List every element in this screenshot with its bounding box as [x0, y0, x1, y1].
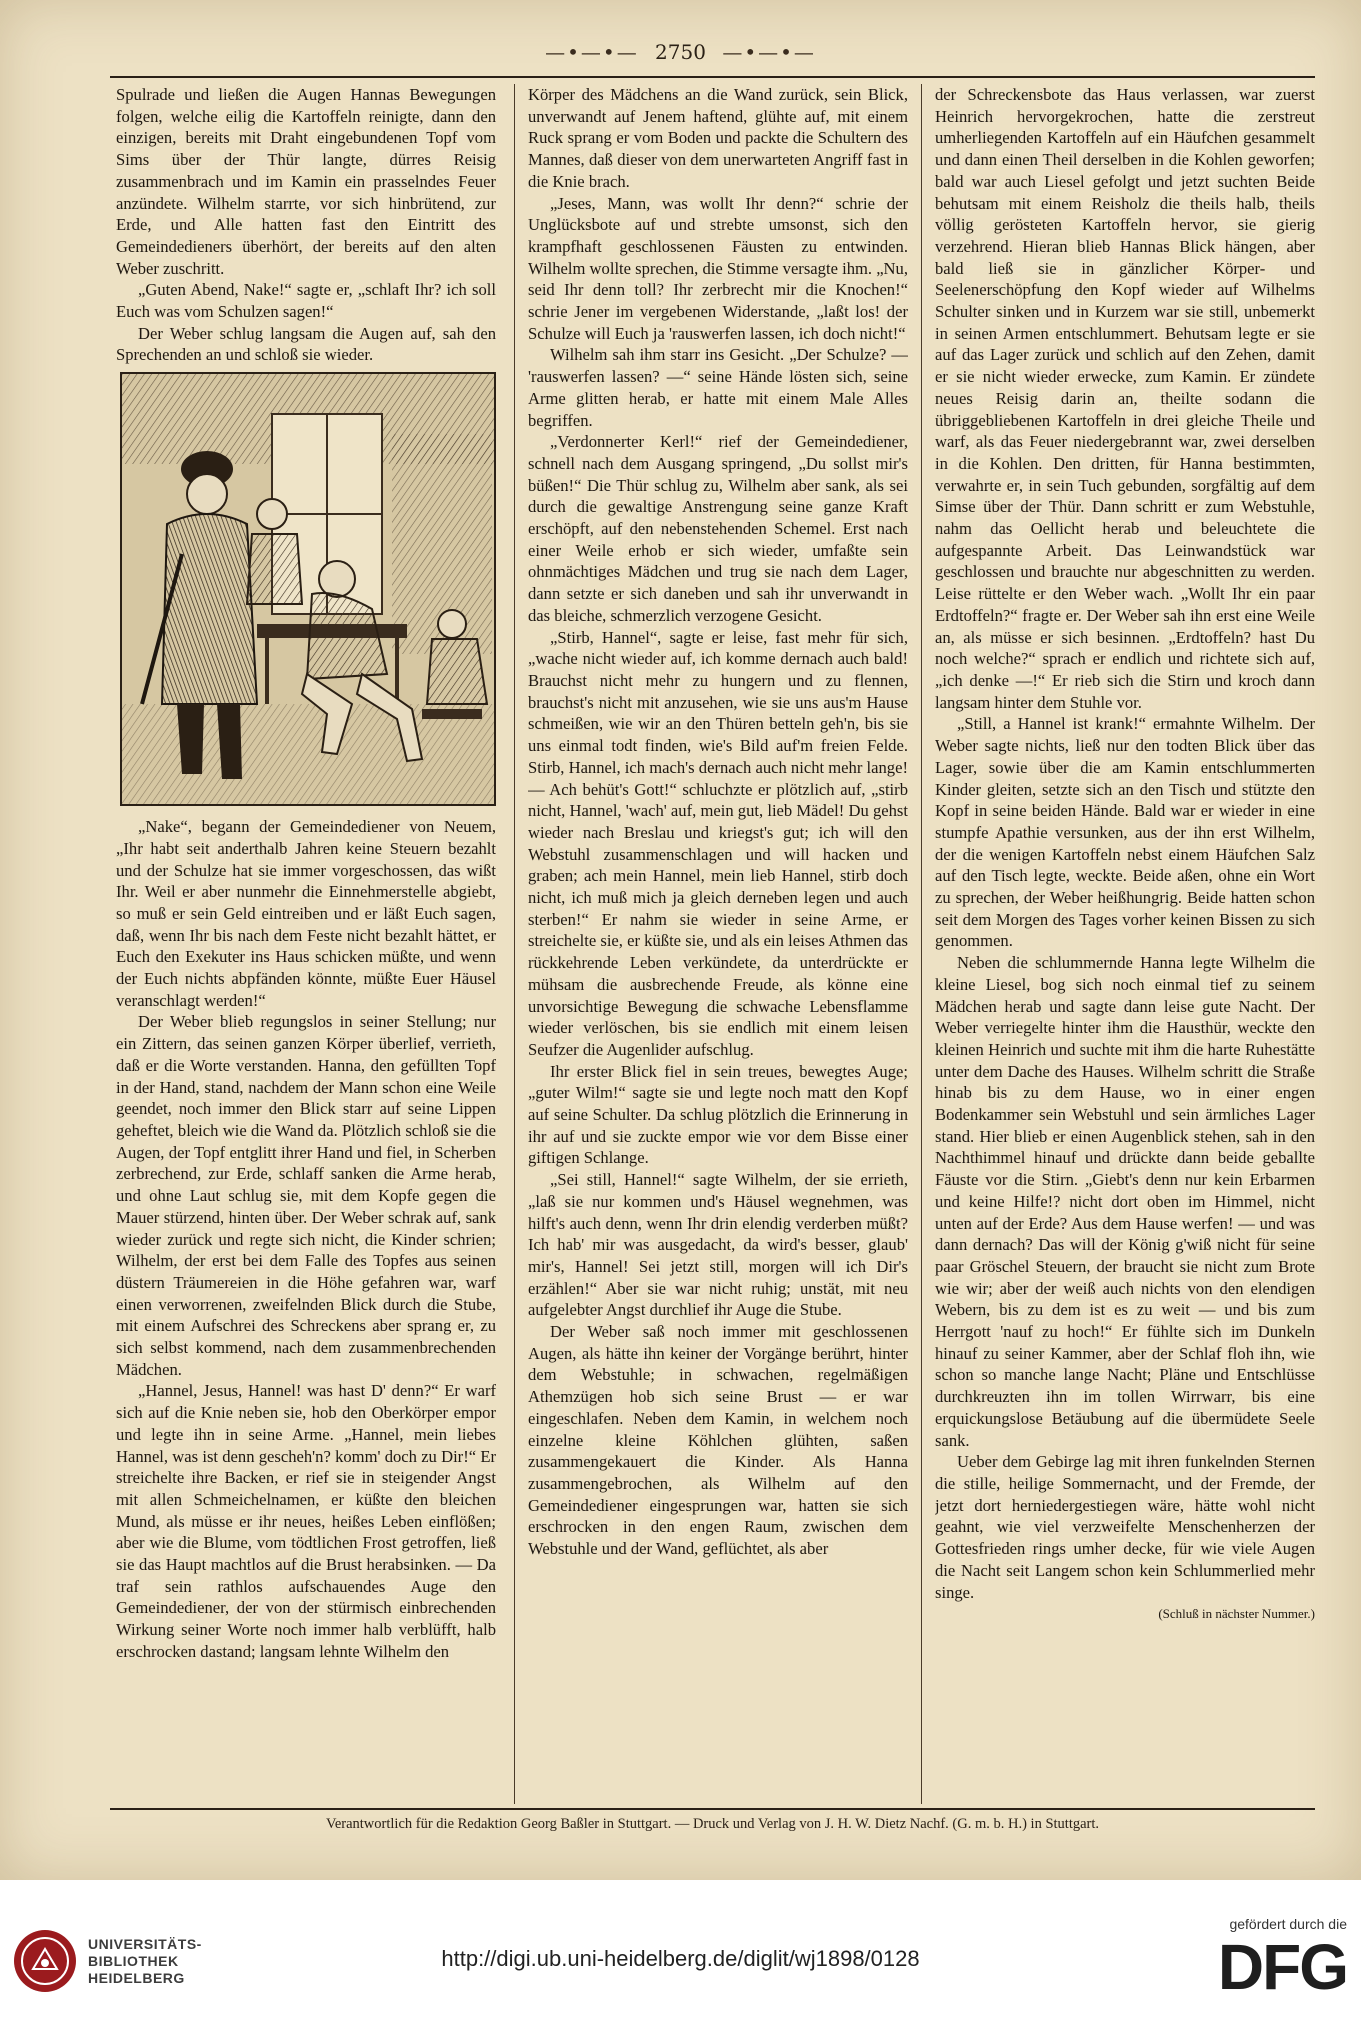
paragraph: „Jeses, Mann, was wollt Ihr denn?“ schrie der Unglücksbote auf und strebte umsonst, sich den krampfhaft geschlossenen Fäusten zu entwinden. Wilhelm wollte sprechen, die Stimme versagte ihm. „Nu, seid Ihr denn toll? Ihr zerbrecht mir die Knochen!“ schrie Jener im vergebenen Widerstande, „laßt los! der Schulze will Euch ja 'rauswerfen lassen, ich doch nicht!“: [528, 193, 908, 343]
paragraph: „Stirb, Hannel“, sagte er leise, fast mehr für sich, „wache nicht wieder auf, ich komme dernach auch bald! Brauchst nicht mehr zu hungern und zu flennen, brauchst's nicht mit anzusehen, wie sie uns aus'm Hause schmeißen, wie wir an den Thüren betteln geh'n, bis sie uns einmal todt finden, wie's Bild auf'm freien Felde. Stirb, Hannel, ich mach's dernach auch nicht mehr lange! — Ach behüt's Gott!“ schluchzte er plötzlich auf, „stirb nicht, Hannel, 'wach' auf, mein gut, lieb Mädel! Du gehst wieder nach Breslau und kriegst's gut; ich will den Webstuhl zusammenschlagen und will hacken und graben; ach mein Hannel, mein lieb Hannel, stirb doch nicht, ich muß mich ja gleich derneben legen und auch sterben!“ Er nahm sie wieder in seine Arme, er streichelte sie, er küßte sie, und als ein leises Athmen das rückkehrende Leben verkündete, da unterdrückte er mühsam die ausbrechende Freude, als könne eine unvorsichtige Bewegung die schwache Lebensflamme wieder verlöschen, bis sie endlich mit einem leisen Seufzer die Augenlider aufschlug.: [528, 627, 908, 1059]
footer-imprint: Verantwortlich für die Redaktion Georg Baßler in Stuttgart. — Druck und Verlag von J. H. W. Dietz Nachf. (G. m. b. H.) in Stuttgart.: [325, 1816, 1100, 1832]
funding-label: gefördert durch die: [1229, 1916, 1347, 1932]
paragraph: der Schreckensbote das Haus verlassen, war zuerst Heinrich hervorgekrochen, hatte die zerstreut umherliegenden Kartoffeln auf ein Häufchen gesammelt und dann einen Theil derselben in die Kohlen geworfen; bald war auch Liesel gefolgt und jetzt suchten Beide behutsam mit einem Reisholz die theils halb, theils völlig gerösteten Kartoffeln hervor, sie gierig verzehrend. Hieran blieb Hannas Blick hängen, aber bald ließ sie in gänzlicher Körper- und Seelenerschöpfung den Kopf wieder auf Wilhelms Schulter sinken und in Kurzem war sie still, unbemerkt in seinen Armen entschlummert. Behutsam legte er sie auf das Lager zurück und schlich auf den Zehen, damit er sie nicht wieder erwecke, zum Kamin. Er zündete neues Reisig darin an, theilte sodann die übriggebliebenen Kartoffeln in drei gleiche Theile und warf, als das Feuer niedergebrannt war, zwei derselben in die Kohlen. Den dritten, für Hanna bestimmten, verwahrte er, in sein Tuch gebunden, sorgfältig auf dem Simse über der Thür. Dann schritt er zum Webstuhle, nahm das Oellicht herab und beleuchtete die aufgespannte Arbeit. Das Leinwandstück war geschlossen und brauchte nur abgeschnitten zu werden. Leise rüttelte er den Weber wach. „Wollt Ihr ein paar Erdtoffeln?“ fragte er. Der Weber sah ihn erst eine Weile an, als müsse er sich besinnen. „Erdtoffeln? hast Du noch welche?“ sprach er endlich und richtete sich auf, „ich denke —!“ Er rieb sich die Stirn und kroch dann langsam hinter dem Stuhle vor.: [935, 85, 1315, 712]
paragraph: „Guten Abend, Nake!“ sagte er, „schlaft Ihr? ich soll Euch was vom Schulzen sagen!“: [116, 280, 496, 322]
paragraph: Wilhelm sah ihm starr ins Gesicht. „Der Schulze? — 'rauswerfen lassen? —“ seine Hände lösten sich, seine Arme glitten herab, er hatte mit einem Male Alles begriffen.: [528, 345, 908, 430]
paragraph: Neben die schlummernde Hanna legte Wilhelm die kleine Liesel, bog sich noch einmal tief zu seinem Mädchen herab und sagte dann leise gute Nacht. Der Weber verriegelte hinter ihm die Hausthür, weckte den kleinen Heinrich und suchte mit ihm die harte Ruhestätte unter dem Dache des Hauses. Wilhelm schritt die Straße hinab bis zu dem Hause, wo in einer engen Bodenkammer sein Webstuhl und sein ärmliches Lager stand. Hier blieb er einen Augenblick stehen, sah in den Nachthimmel hinauf und drückte dann beide geballte Fäuste vor die Stirn. „Giebt's denn nur kein Erbarmen und keine Hilfe!? nicht dort oben im Himmel, nicht unten auf der Erde? Aus dem Hause werfen! — und was dann dernach? Das will der König g'wiß nicht für seine paar Gröschel Steuern, der braucht sie nicht zum Brote wie wir; aber der weiß auch nichts von den elendigen Webern, bis zu dem ist es zu weit — und bis zum Herrgott 'nauf zu hoch!“ Er fühlte sich im Dunkeln hinauf zu seiner Kammer, aber der Schlaf floh ihn, wie schon so manche lange Nacht; Pläne und Entschlüsse durchkreuzten ihn im tollen Wirrwarr, bis eine erquickungslose Betäubung auf die übermüdete Seele sank.: [935, 953, 1315, 1450]
library-line: UNIVERSITÄTS-: [88, 1935, 202, 1952]
header-ornament-left: —•—•—: [545, 40, 639, 64]
paragraph: „Hannel, Jesus, Hannel! was hast D' denn?“ Er warf sich auf die Knie neben sie, hob den Oberkörper empor und legte ihn in seine Arme. „Hannel, mein liebes Hannel, was ist denn gescheh'n? komm' doch zu Dir!“ Er streichelte ihre Backen, er rief sie in steigender Angst mit allen Schmeichelnamen, er küßte den bleichen Mund, als müsse er ihr neues, heißes Leben einflößen; aber wie die Blume, vom tödtlichen Frost getroffen, ließ sie das Haupt machtlos auf die Brust herabsinken. — Da traf sein rathlos aufschauendes Auge den Gemeindediener, der von der stürmisch einbrechenden Wirkung seiner Worte noch immer halb verblüfft, halb erschrocken dastand; langsam lehnte Wilhelm den: [116, 1381, 496, 1661]
page-number: 2750: [655, 40, 706, 64]
paragraph: „Still, a Hannel ist krank!“ ermahnte Wilhelm. Der Weber sagte nichts, ließ nur den todten Blick über das Lager, sowie über die am Kamin entschlummerten Kinder gleiten, setzte sich an den Tisch und stützte den Kopf in seine beiden Hände. Bald war er wieder in eine stumpfe Apathie versunken, aus der ihn erst Wilhelm, der die wenigen Kartoffeln nebst einem Häufchen Salz auf den Tisch legte, weckte. Beide aßen, ohne ein Wort zu sprechen, der Weber heißhungrig. Beide hatten schon seit dem Morgen des Tages vorher keinen Bissen zu sich genommen.: [935, 714, 1315, 951]
source-url-link[interactable]: http://digi.ub.uni-heidelberg.de/diglit/wj1898/0128: [441, 1946, 920, 1971]
paragraph: Der Weber schlug langsam die Augen auf, sah den Sprechenden an und schloß sie wieder.: [116, 323, 496, 365]
footer-rule: [110, 1808, 1315, 1810]
text-column-3: [935, 84, 1315, 1804]
paragraph: „Sei still, Hannel!“ sagte Wilhelm, der sie errieth, „laß sie nur kommen und's Häusel wegnehmen, was hilft's auch denn, wenn Ihr drin elendig verderben müßt? Ich hab' mir was ausgedacht, da wird's besser, glaub' mir's, Hannel! Sei jetzt still, morgen will ich Dir's erzählen!“ Aber sie war nicht ruhig; unstät, mit neu aufgelebter Angst durchlief ihr Auge die Stube.: [528, 1170, 908, 1320]
paragraph: Spulrade und ließen die Augen Hannas Bewegungen folgen, welche eilig die Kartoffeln reinigte, dann den einzigen, bereits mit Draht eingebundenen Topf vom Sims über der Thür langte, dürres Reisig zusammenbrach und im Kamin ein prasselndes Feuer anzündete. Wilhelm starrte, vor sich hinbrütend, zur Erde, und Alle hatten fast den Eintritt des Gemeindedieners überhört, der bereits auf den alten Weber zuschritt.: [116, 85, 496, 278]
library-line: BIBLIOTHEK: [88, 1952, 179, 1969]
column-divider: [921, 84, 922, 1804]
text-column-1: [116, 84, 496, 1804]
text-column-2: [528, 84, 908, 1804]
dfg-logo[interactable]: [1217, 1916, 1347, 2003]
paragraph: Ueber dem Gebirge lag mit ihren funkelnden Sternen die stille, heilige Sommernacht, und der Fremde, der jetzt dort herniedergestiegen wäre, hätte wohl nicht geahnt, wie viel verzweifelte Menschenherzen der Gottesfrieden rings umher decke, für wie viele Augen die Nacht seit Langem schon kein Schlummerlied mehr singe.: [935, 1452, 1315, 1602]
library-line: HEIDELBERG: [88, 1969, 185, 1986]
paragraph: Der Weber saß noch immer mit geschlossenen Augen, als hätte ihn keiner der Vorgänge berührt, hinter dem Webstuhle; in schwachen, regelmäßigen Athemzügen hob sich seine Brust — er war eingeschlafen. Neben dem Kamin, in welchem noch einzelne kleine Köhlchen glühten, saßen zusammengekauert die Kinder. Als Hanna zusammengebrochen, als Wilhelm auf den Gemeindediener eingesprungen war, hatten sie sich erschrocken in den engen Raum, zwischen dem Webstuhle und der Wand, geflüchtet, als aber: [528, 1322, 908, 1559]
page-header: [0, 40, 1361, 64]
paragraph: Der Weber blieb regungslos in seiner Stellung; nur ein Zittern, das seinen ganzen Körper überlief, verrieth, daß er die Worte verstanden. Hanna, den gefüllten Topf in der Hand, stand, nachdem der Mann schon eine Weile geendet, noch immer den Blick starr auf seine Lippen geheftet, bleich wie die Wand da. Plötzlich schloß sie die Augen, der Topf entglitt ihrer Hand und fiel, in Scherben zerbrechend, zur Erde, schlaff sanken die Arme herab, und ohne Laut schlug sie, mit dem Kopfe gegen die Mauer stürzend, hinten über. Der Weber schrak auf, sank wieder zurück und regte sich nicht, die Kinder schrien; Wilhelm, der erst bei dem Falle des Topfes aus seinen düstern Träumereien in die Höhe gefahren war, warf einen verworrenen, zweifelnden Blick durch die Stube, mit einem Aufschrei des Schreckens aber sprang er, zu sich selbst kommend, nach dem zusammenbrechenden Mädchen.: [116, 1012, 496, 1379]
paragraph: „Verdonnerter Kerl!“ rief der Gemeindediener, schnell nach dem Ausgang springend, „Du sollst mir's büßen!“ Die Thür schlug zu, Wilhelm aber sank, als sei durch die gewaltige Anstrengung seine ganze Kraft erschöpft, auf den nebenstehenden Schemel. Erst nach einer Weile erhob er sich wieder, umfaßte sein ohnmächtiges Mädchen und trug sie nach dem Lager, dann setzte er sich daneben und sah ihr unverwandt in das bleiche, schmerzlich verzogene Gesicht.: [528, 432, 908, 625]
paragraph: „Nake“, begann der Gemeindediener von Neuem, „Ihr habt seit anderthalb Jahren keine Steuern bezahlt und der Schulze hat sie immer vorgeschossen, das wißt Ihr. Weil er aber nunmehr die Einnehmerstelle abgiebt, so muß er sein Geld eintreiben und er läßt Euch sagen, daß, wenn Ihr bis nach dem Feste nicht bezahlt hättet, er Euch den Exekuter ins Haus schicken müßte, und wenn der Euch nichts abpfänden könnte, müßte Euer Häusel veranschlagt werden!“: [116, 817, 496, 1010]
column-divider: [514, 84, 515, 1804]
paragraph: Körper des Mädchens an die Wand zurück, sein Blick, unverwandt auf Jenem haftend, glühte auf, mit einem Ruck sprang er vom Boden und packte die Schultern des Mannes, daß dieser von dem unerwarteten Angriff fast in die Knie brach.: [528, 85, 908, 191]
paragraph: Ihr erster Blick fiel in sein treues, bewegtes Auge; „guter Wilm!“ sagte sie und legte noch matt den Kopf auf seine Schulter. Da schlug plötzlich die Erinnerung in ihr auf und sie zuckte empor wie vor dem Bisse einer giftigen Schlange.: [528, 1061, 908, 1168]
continued-note: (Schluß in nächster Nummer.): [1158, 1606, 1315, 1622]
header-rule: [110, 76, 1315, 78]
header-ornament-right: —•—•—: [722, 40, 816, 64]
dfg-wordmark: DFG: [1217, 1931, 1347, 2003]
engraving-illustration: [120, 372, 496, 806]
